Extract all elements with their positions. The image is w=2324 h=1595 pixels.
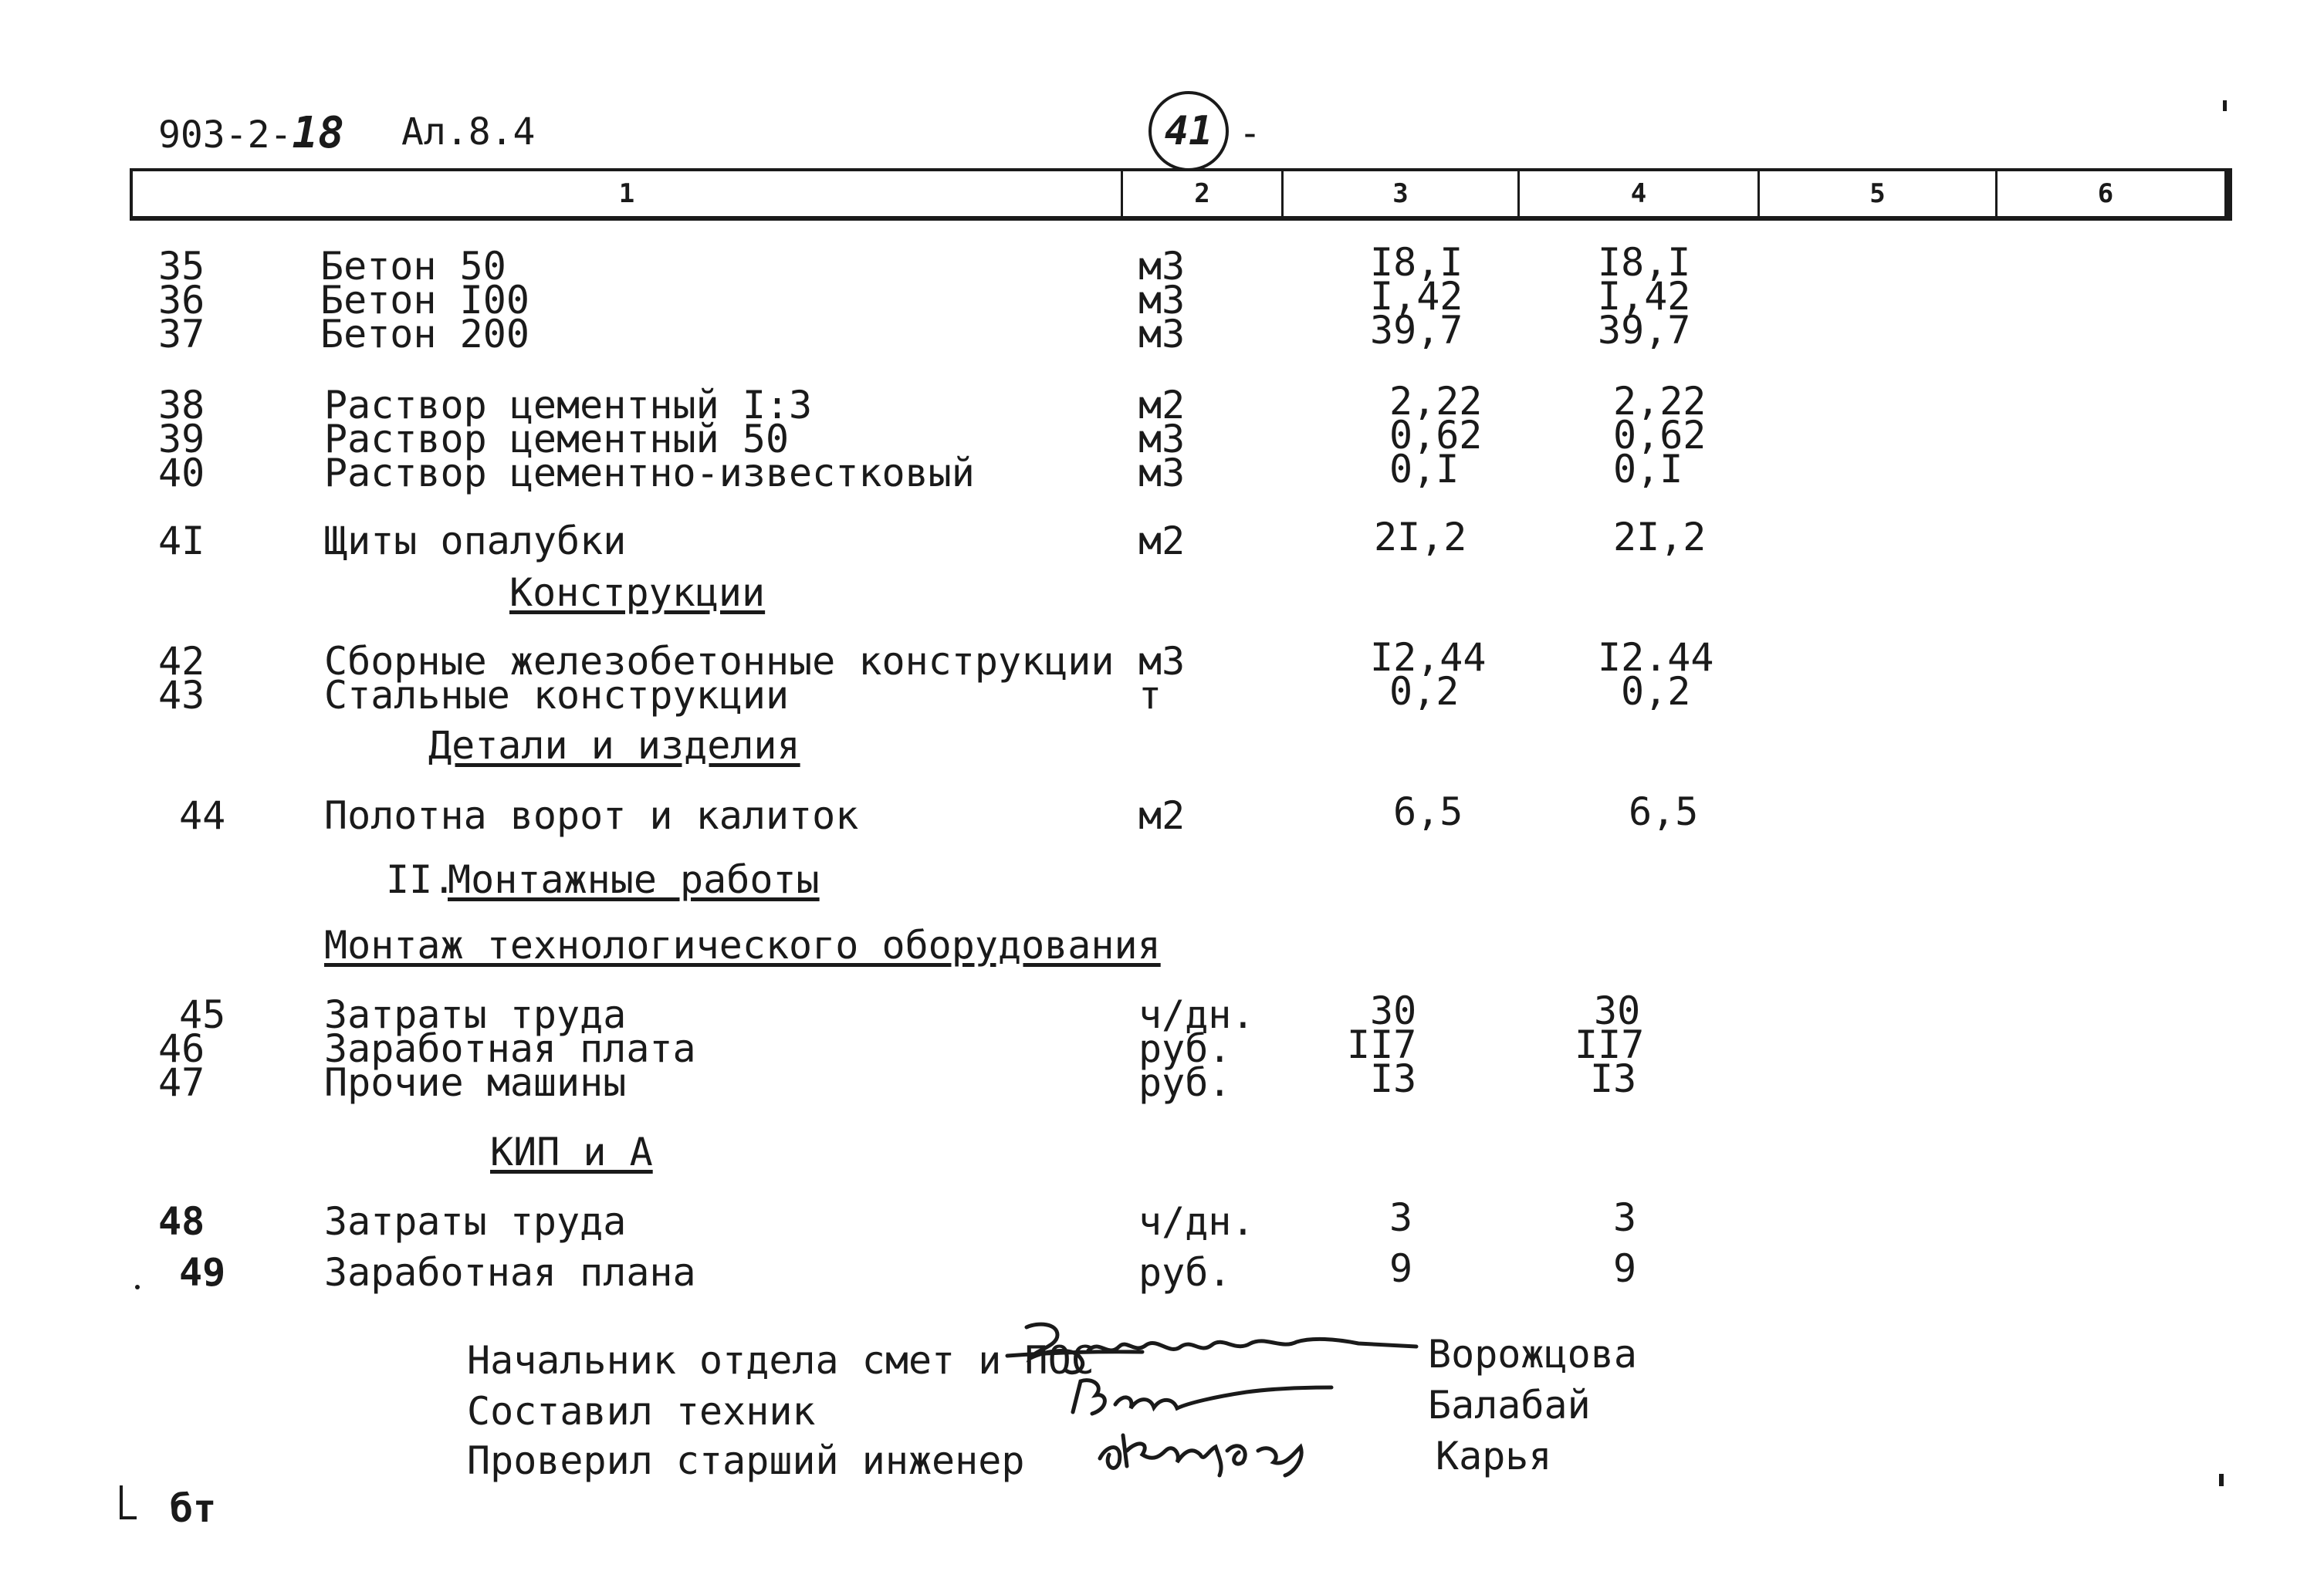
row-col3: 0,I <box>1389 447 1460 492</box>
row-col3: II7 <box>1347 1022 1417 1067</box>
row-number: 36 <box>158 278 205 323</box>
row-unit: руб. <box>1138 1250 1232 1295</box>
row-unit: т <box>1138 673 1162 718</box>
row-name: Бетон 200 <box>320 312 529 357</box>
row-number: 44 <box>179 793 226 838</box>
column-header-5: 5 <box>1869 178 1886 209</box>
row-col3: 2,22 <box>1389 379 1483 424</box>
row-col3: 3 <box>1389 1195 1413 1240</box>
column-header-2: 2 <box>1194 178 1210 209</box>
row-unit: ч/дн. <box>1138 992 1255 1037</box>
section-number: II. <box>386 857 456 902</box>
row-col4: 0,I <box>1613 447 1683 492</box>
row-col3: 30 <box>1370 988 1417 1033</box>
row-name: Прочие машины <box>324 1060 627 1105</box>
row-number: 46 <box>158 1026 205 1071</box>
row-name: Стальные конструкции <box>324 673 790 718</box>
row-col3: 6,5 <box>1393 789 1463 834</box>
row-name: Заработная плата <box>324 1026 696 1071</box>
section-heading: КИП и А <box>490 1130 653 1174</box>
row-name: Раствор цементный 50 <box>324 417 790 461</box>
row-number: 4I <box>158 519 205 563</box>
row-number: 39 <box>158 417 205 461</box>
row-unit: м2 <box>1138 519 1186 563</box>
row-col3: I8,I <box>1370 240 1463 285</box>
section-heading: Детали и изделия <box>428 723 800 768</box>
row-name: Затраты труда <box>324 992 627 1037</box>
signature-name: Балабай <box>1428 1383 1591 1428</box>
row-col4: 9 <box>1613 1246 1637 1291</box>
row-unit: м2 <box>1138 793 1186 838</box>
footer-corner-mark <box>120 1485 137 1519</box>
column-header-1: 1 <box>618 178 635 209</box>
row-unit: м3 <box>1138 417 1186 461</box>
row-col4: 6,5 <box>1629 789 1699 834</box>
row-col3: 2I,2 <box>1374 515 1467 559</box>
row-unit: м3 <box>1138 639 1186 684</box>
row-name: Заработная плана <box>324 1250 696 1295</box>
signature-role: Составил техник <box>467 1389 816 1434</box>
row-name: Щиты опалубки <box>324 519 627 563</box>
row-col3: 39,7 <box>1370 308 1463 353</box>
row-number: 47 <box>158 1060 205 1105</box>
column-header-bar <box>130 168 2232 221</box>
section-heading: Монтажные работы <box>448 857 820 902</box>
row-name: Полотна ворот и калиток <box>324 793 859 838</box>
row-col3: I,42 <box>1370 274 1463 319</box>
page-number-stamp: 41 <box>1148 91 1229 171</box>
row-col3: 0,2 <box>1389 669 1460 714</box>
row-col3: 9 <box>1389 1246 1413 1291</box>
row-col3: 0,62 <box>1389 413 1483 458</box>
column-header-6: 6 <box>2097 178 2114 209</box>
row-unit: руб. <box>1138 1026 1232 1071</box>
row-col4: 2,22 <box>1613 379 1707 424</box>
row-number: 45 <box>179 992 226 1037</box>
row-col4: 0,2 <box>1621 669 1691 714</box>
row-number: 43 <box>158 673 205 718</box>
scan-dot <box>135 1285 140 1289</box>
row-name: Бетон 50 <box>320 244 506 289</box>
row-number: 42 <box>158 639 205 684</box>
row-col3: I3 <box>1370 1056 1417 1101</box>
row-col4: I,42 <box>1598 274 1691 319</box>
row-unit: м3 <box>1138 278 1186 323</box>
handwritten-signature-karya <box>1092 1420 1331 1482</box>
row-number: 40 <box>158 451 205 495</box>
row-col4: 2I,2 <box>1613 515 1707 559</box>
header-dash: - <box>1239 112 1261 155</box>
row-name: Раствор цементный I:3 <box>324 383 813 427</box>
row-col4: 39,7 <box>1598 308 1691 353</box>
row-unit: м3 <box>1138 244 1186 289</box>
row-col4: I3 <box>1590 1056 1637 1101</box>
signature-role: Проверил старший инженер <box>467 1438 1025 1483</box>
document-code-number: 18 <box>292 108 344 158</box>
row-unit: руб. <box>1138 1060 1232 1105</box>
row-unit: м3 <box>1138 312 1186 357</box>
row-col4: 30 <box>1594 988 1641 1033</box>
column-header-3: 3 <box>1392 178 1409 209</box>
row-col3: I2,44 <box>1370 635 1487 680</box>
row-number: 37 <box>158 312 205 357</box>
album-label: Ал.8.4 <box>401 110 536 154</box>
row-unit: ч/дн. <box>1138 1199 1255 1244</box>
signature-name: Карья <box>1436 1434 1552 1478</box>
row-col4: II7 <box>1575 1022 1645 1067</box>
row-number: 35 <box>158 244 205 289</box>
row-unit: м3 <box>1138 451 1186 495</box>
row-number: 48 <box>158 1199 205 1244</box>
column-header-4: 4 <box>1630 178 1647 209</box>
scan-dot <box>2219 1474 2224 1486</box>
signature-role: Начальник отдела смет и ПОС <box>467 1338 1094 1383</box>
row-col4: 3 <box>1613 1195 1637 1240</box>
scan-dot <box>2223 100 2227 111</box>
row-col4: I2.44 <box>1598 635 1714 680</box>
row-unit: м2 <box>1138 383 1186 427</box>
signature-name: Ворожцова <box>1428 1332 1637 1377</box>
row-number: 49 <box>179 1250 226 1295</box>
row-col4: 0,62 <box>1613 413 1707 458</box>
row-name: Бетон I00 <box>320 278 529 323</box>
section-heading: Конструкции <box>509 570 766 615</box>
footer-mark: бт <box>170 1486 217 1531</box>
row-name: Раствор цементно-известковый <box>324 451 975 495</box>
row-number: 38 <box>158 383 205 427</box>
document-code-prefix: 903-2- <box>158 113 293 157</box>
row-name: Затраты труда <box>324 1199 627 1244</box>
document-code <box>158 108 344 158</box>
row-col4: I8,I <box>1598 240 1691 285</box>
section-heading: Монтаж технологического оборудования <box>324 923 1161 968</box>
row-name: Сборные железобетонные конструкции <box>324 639 1115 684</box>
